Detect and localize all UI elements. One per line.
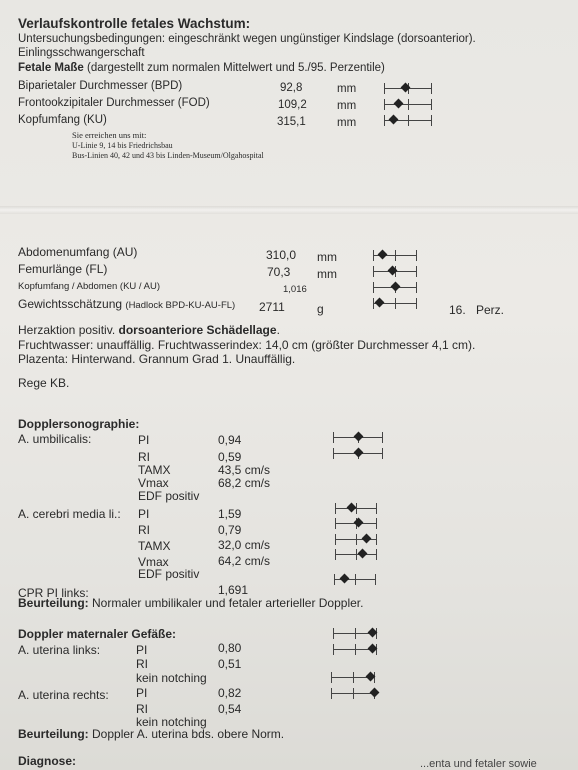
weight-label-method: (Hadlock BPD-KU-AU-FL) bbox=[125, 300, 236, 311]
utl-pi-param: PI bbox=[136, 643, 148, 657]
percentile-tick bbox=[355, 628, 356, 639]
fetal-heading bbox=[18, 62, 385, 74]
utr-notching-text: kein notching bbox=[136, 715, 207, 729]
utr-pi-param: PI bbox=[136, 686, 148, 700]
percentile-tick bbox=[335, 549, 336, 560]
percentile-tick bbox=[384, 83, 385, 94]
au-percentile-bar bbox=[373, 250, 417, 260]
heart-finding-suffix: . bbox=[276, 323, 280, 337]
umb-pi-value: 0,94 bbox=[218, 433, 242, 447]
utl-notching-text: kein notching bbox=[136, 671, 207, 685]
percentile-tick bbox=[382, 432, 383, 443]
diagnosis-fragment: ...enta und fetaler sowie bbox=[420, 758, 537, 770]
percentile-tick bbox=[375, 574, 376, 585]
weight-label-text: Gewichtsschätzung bbox=[18, 297, 123, 311]
umb-vmax-param: Vmax bbox=[138, 476, 169, 490]
acm-tamx-param: TAMX bbox=[138, 539, 171, 553]
doppler-assessment-text: Normaler umbilikaler und fetaler arterieller Doppler. bbox=[92, 596, 364, 610]
bpd-unit: mm bbox=[337, 83, 357, 95]
fod-unit: mm bbox=[337, 100, 357, 112]
fetal-title: Fetale Maße bbox=[18, 62, 84, 74]
percentile-tick bbox=[376, 503, 377, 514]
maternal-assessment-label: Beurteilung: bbox=[18, 727, 89, 741]
cpr-label: CPR PI links: bbox=[18, 586, 89, 600]
umbilicalis-label: A. umbilicalis: bbox=[18, 432, 92, 446]
weight-unit: g bbox=[317, 302, 324, 316]
percentile-tick bbox=[376, 518, 377, 529]
percentile-tick bbox=[395, 250, 396, 261]
percentile-tick bbox=[335, 518, 336, 529]
acm-tamx-value: 32,0 cm/s bbox=[218, 538, 271, 552]
maternal-assessment-text: Doppler A. uterina bds. obere Norm. bbox=[92, 727, 285, 741]
heart-finding-prefix: Herzaktion positiv. bbox=[18, 323, 116, 337]
umb-ri-percentile-bar bbox=[333, 448, 383, 458]
percentile-marker bbox=[375, 298, 385, 308]
uterina-links-label: A. uterina links: bbox=[18, 643, 101, 657]
percentile-tick bbox=[416, 250, 417, 261]
percentile-marker bbox=[362, 534, 372, 544]
umb-ri-param: RI bbox=[138, 450, 150, 464]
ku-au-label: Kopfumfang / Abdomen (KU / AU) bbox=[18, 281, 161, 292]
umb-pi-percentile-bar bbox=[333, 432, 383, 442]
amniotic-fluid-text: Fruchtwasser: unauffällig. Fruchtwasserindex: 14,0 cm (größter Durchmesser 4,1 cm). bbox=[18, 338, 476, 352]
percentile-tick bbox=[334, 574, 335, 585]
percentile-marker bbox=[354, 448, 364, 458]
percentile-tick bbox=[331, 672, 332, 683]
percentile-tick bbox=[431, 99, 432, 110]
directions-intro: Sie erreichen uns mit: bbox=[72, 130, 147, 140]
percentile-marker bbox=[354, 432, 364, 442]
weight-percentile: 16. bbox=[449, 303, 466, 317]
acm-ri-percentile-bar bbox=[335, 518, 377, 528]
utr-ri-percentile-bar bbox=[331, 688, 375, 698]
percentile-tick bbox=[356, 503, 357, 514]
percentile-tick bbox=[353, 672, 354, 683]
directions-line2: Bus-Linien 40, 42 und 43 bis Linden-Museum/Olgahospital bbox=[72, 151, 264, 160]
percentile-tick bbox=[431, 83, 432, 94]
fl-percentile-bar bbox=[373, 266, 417, 276]
umb-pi-param: PI bbox=[138, 433, 150, 447]
maternal-assessment bbox=[18, 727, 284, 741]
percentile-tick bbox=[353, 688, 354, 699]
weight-percentile-bar bbox=[373, 298, 417, 308]
percentile-tick bbox=[376, 549, 377, 560]
ku-unit: mm bbox=[337, 117, 357, 129]
percentile-marker bbox=[358, 549, 368, 559]
percentile-tick bbox=[416, 266, 417, 277]
au-unit: mm bbox=[317, 250, 337, 264]
fetal-subtitle: (dargestellt zum normalen Mittelwert und 5./95. Perzentile) bbox=[87, 62, 385, 74]
fod-percentile-bar bbox=[384, 99, 432, 109]
umb-tamx-value: 43,5 cm/s bbox=[218, 463, 271, 477]
ku-label: Kopfumfang (KU) bbox=[18, 114, 107, 126]
utl-pi-percentile-bar bbox=[333, 628, 377, 638]
weight-label bbox=[18, 297, 235, 311]
percentile-marker bbox=[394, 99, 404, 109]
percentile-tick bbox=[376, 534, 377, 545]
cpr-percentile-bar bbox=[334, 574, 376, 584]
weight-percentile-unit: Perz. bbox=[476, 303, 505, 317]
utr-ri-value: 0,54 bbox=[218, 702, 242, 716]
umb-tamx-param: TAMX bbox=[138, 463, 171, 477]
utl-ri-percentile-bar bbox=[333, 644, 377, 654]
percentile-tick bbox=[333, 628, 334, 639]
doppler-assessment-label: Beurteilung: bbox=[18, 596, 89, 610]
fl-value: 70,3 bbox=[267, 265, 291, 279]
acm-tamx-percentile-bar bbox=[335, 534, 377, 544]
cerebri-label: A. cerebri media li.: bbox=[18, 507, 121, 521]
percentile-marker bbox=[347, 503, 357, 513]
percentile-tick bbox=[356, 549, 357, 560]
au-label: Abdomenumfang (AU) bbox=[18, 245, 138, 259]
percentile-marker bbox=[370, 688, 380, 698]
fl-label: Femurlänge (FL) bbox=[18, 262, 108, 276]
percentile-tick bbox=[331, 688, 332, 699]
percentile-tick bbox=[355, 644, 356, 655]
acm-ri-param: RI bbox=[138, 523, 150, 537]
diagnosis-title: Diagnose: bbox=[18, 754, 77, 768]
utr-pi-value: 0,82 bbox=[218, 686, 242, 700]
cpr-value: 1,691 bbox=[218, 583, 249, 597]
percentile-marker bbox=[389, 115, 399, 125]
percentile-tick bbox=[333, 644, 334, 655]
percentile-tick bbox=[335, 534, 336, 545]
utr-ri-param: RI bbox=[136, 702, 148, 716]
percentile-tick bbox=[373, 250, 374, 261]
acm-vmax-value: 64,2 cm/s bbox=[218, 554, 271, 568]
utl-pi-value: 0,80 bbox=[218, 641, 242, 655]
utr-pi-percentile-bar bbox=[331, 672, 375, 682]
acm-pi-value: 1,59 bbox=[218, 507, 242, 521]
report-title: Verlaufskontrolle fetales Wachstum: bbox=[18, 16, 251, 31]
pregnancy-text: Einlingsschwangerschaft bbox=[18, 47, 145, 59]
movement-text: Rege KB. bbox=[18, 376, 70, 390]
acm-ri-value: 0,79 bbox=[218, 523, 242, 537]
percentile-tick bbox=[373, 266, 374, 277]
acm-pi-percentile-bar bbox=[335, 503, 377, 513]
percentile-tick bbox=[356, 534, 357, 545]
acm-pi-param: PI bbox=[138, 507, 150, 521]
percentile-tick bbox=[408, 99, 409, 110]
doppler-title: Dopplersonographie: bbox=[18, 417, 140, 431]
umb-ri-value: 0,59 bbox=[218, 450, 242, 464]
percentile-tick bbox=[333, 432, 334, 443]
percentile-marker bbox=[391, 282, 401, 292]
ku-au-percentile-bar bbox=[373, 282, 417, 292]
percentile-tick bbox=[416, 298, 417, 309]
heart-finding-position: dorsoanteriore Schädellage bbox=[118, 323, 277, 337]
directions-line1: U-Linie 9, 14 bis Friedrichsbau bbox=[72, 141, 173, 150]
ku-percentile-bar bbox=[384, 115, 432, 125]
percentile-tick bbox=[382, 448, 383, 459]
maternal-title: Doppler maternaler Gefäße: bbox=[18, 627, 177, 641]
fl-unit: mm bbox=[317, 267, 337, 281]
acm-edf-text: EDF positiv bbox=[138, 567, 200, 581]
placenta-text: Plazenta: Hinterwand. Grannum Grad 1. Unauffällig. bbox=[18, 352, 296, 366]
fod-label: Frontookzipitaler Durchmesser (FOD) bbox=[18, 97, 210, 109]
heart-finding bbox=[18, 323, 280, 337]
umb-vmax-value: 68,2 cm/s bbox=[218, 476, 271, 490]
fod-value: 109,2 bbox=[278, 99, 307, 111]
weight-value: 2711 bbox=[259, 300, 285, 314]
paper-fold bbox=[0, 206, 578, 214]
percentile-tick bbox=[355, 574, 356, 585]
percentile-tick bbox=[384, 99, 385, 110]
percentile-tick bbox=[431, 115, 432, 126]
percentile-tick bbox=[373, 282, 374, 293]
ku-au-value: 1,016 bbox=[283, 284, 307, 295]
percentile-tick bbox=[384, 115, 385, 126]
ku-value: 315,1 bbox=[277, 116, 306, 128]
utl-ri-value: 0,51 bbox=[218, 657, 242, 671]
utl-ri-param: RI bbox=[136, 657, 148, 671]
percentile-tick bbox=[373, 298, 374, 309]
percentile-marker bbox=[378, 250, 388, 260]
au-value: 310,0 bbox=[266, 248, 297, 262]
acm-vmax-percentile-bar bbox=[335, 549, 377, 559]
percentile-marker bbox=[340, 574, 350, 584]
percentile-tick bbox=[416, 282, 417, 293]
umb-edf-text: EDF positiv bbox=[138, 489, 200, 503]
bpd-value: 92,8 bbox=[280, 82, 303, 94]
percentile-tick bbox=[335, 503, 336, 514]
conditions-text: Untersuchungsbedingungen: eingeschränkt wegen ungünstiger Kindslage (dorsoanterior). bbox=[18, 33, 476, 45]
percentile-tick bbox=[408, 115, 409, 126]
acm-vmax-param: Vmax bbox=[138, 555, 169, 569]
percentile-tick bbox=[395, 298, 396, 309]
doppler-assessment bbox=[18, 596, 363, 610]
uterina-rechts-label: A. uterina rechts: bbox=[18, 688, 109, 702]
bpd-label: Biparietaler Durchmesser (BPD) bbox=[18, 80, 183, 92]
bpd-percentile-bar bbox=[384, 83, 432, 93]
percentile-tick bbox=[333, 448, 334, 459]
